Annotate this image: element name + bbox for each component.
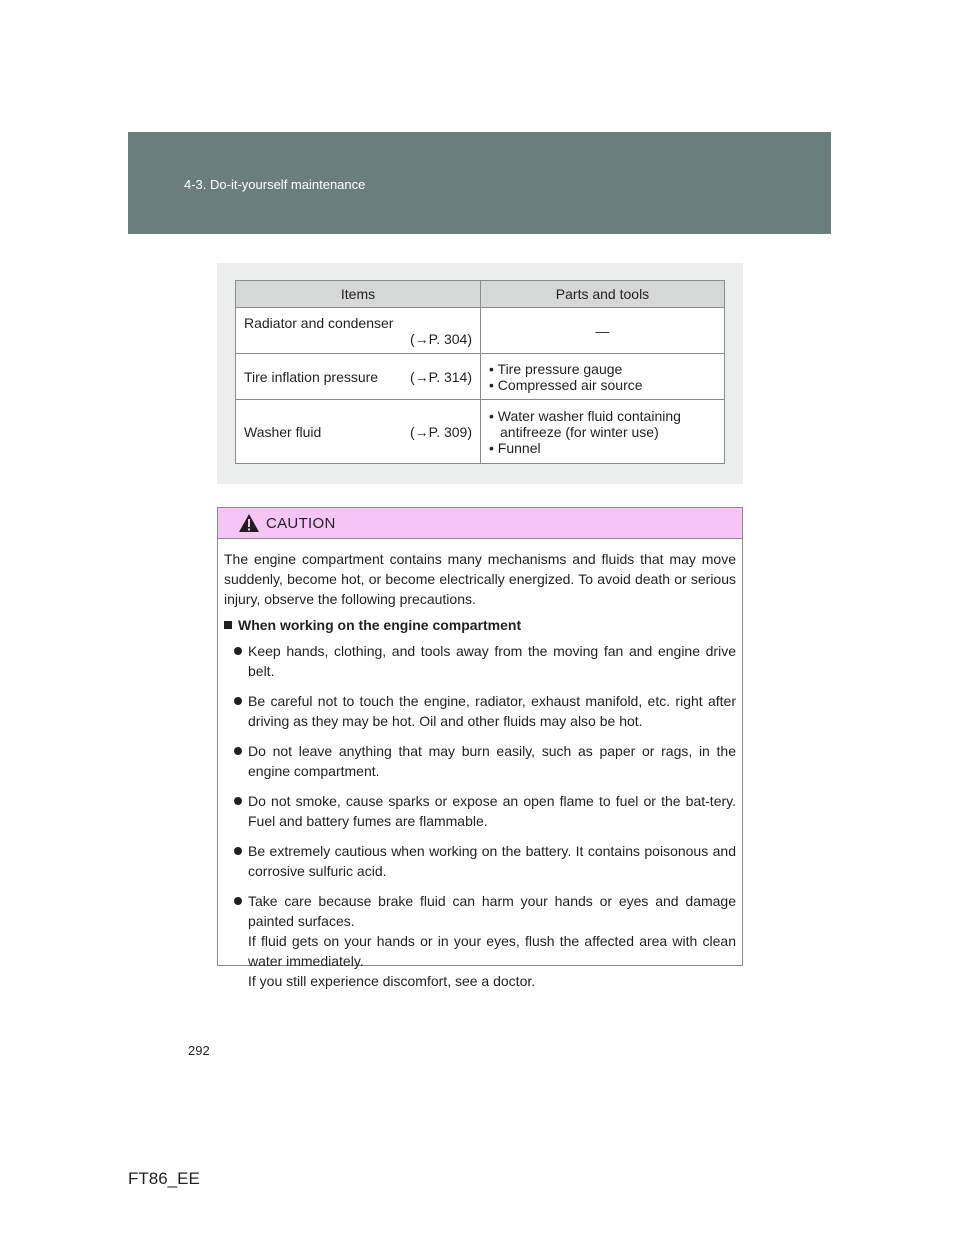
square-bullet-icon — [224, 621, 232, 629]
tools-line: • Compressed air source — [489, 376, 643, 393]
caution-body — [218, 539, 742, 991]
caution-intro: The engine compartment contains many mechanisms and fluids that may move suddenly, become hot, or become electrically energized. To avoid death or serious injury, observe the following precautions. — [224, 551, 736, 607]
subheading-text: When working on the engine compartment — [238, 617, 522, 633]
list-item — [224, 641, 736, 681]
tools-cell — [481, 400, 725, 464]
warning-triangle-icon — [238, 513, 260, 533]
parts-table-panel — [217, 263, 743, 484]
tools-line: • Tire pressure gauge — [489, 360, 623, 377]
document-code: FT86_EE — [128, 1169, 200, 1188]
bullet-dot-icon — [234, 897, 242, 905]
caution-header — [218, 508, 742, 539]
list-item — [224, 791, 736, 831]
bullet-dot-icon — [234, 697, 242, 705]
item-cell — [236, 308, 481, 354]
page-number: 292 — [188, 1043, 210, 1058]
tools-line: • Water washer fluid containing — [489, 407, 681, 424]
list-item — [224, 891, 736, 991]
page-reference: (→P. 304) — [410, 330, 472, 347]
caution-title: CAUTION — [266, 514, 336, 532]
bullet-text: Be careful not to touch the engine, radiator, exhaust manifold, etc. right after driving as they may be hot. Oil and other fluids may also be hot. — [248, 693, 736, 729]
bullet-dot-icon — [234, 797, 242, 805]
parts-table — [235, 280, 725, 464]
tools-cell — [481, 354, 725, 400]
tools-cell — [481, 308, 725, 354]
tools-line: — — [595, 322, 610, 339]
header-band — [128, 132, 831, 234]
list-item — [224, 841, 736, 881]
page-reference: (→P. 309) — [410, 423, 472, 440]
list-item — [224, 691, 736, 731]
caution-box — [217, 507, 743, 989]
bullet-text: If you still experience discomfort, see a doctor. — [248, 973, 536, 989]
bullet-dot-icon — [234, 747, 242, 755]
tools-line: antifreeze (for winter use) — [500, 423, 659, 440]
list-item — [224, 741, 736, 781]
bullet-text: Do not leave anything that may burn easily, such as paper or rags, in the engine compartment. — [248, 743, 736, 779]
item-cell — [236, 354, 481, 400]
table-row — [236, 400, 725, 464]
bullet-text: Do not smoke, cause sparks or expose an open flame to fuel or the bat-tery. Fuel and battery fumes are flammable. — [248, 793, 736, 829]
bullet-text: Take care because brake fluid can harm your hands or eyes and damage painted surfaces. — [248, 893, 736, 929]
item-name: Tire inflation pressure — [244, 368, 379, 385]
item-name: Radiator and condenser — [244, 314, 394, 331]
table-header-row — [236, 281, 725, 308]
section-title: 4-3. Do-it-yourself maintenance — [184, 177, 366, 192]
item-cell — [236, 400, 481, 464]
bullet-text: Keep hands, clothing, and tools away from the moving fan and engine drive belt. — [248, 643, 736, 679]
bullet-text: Be extremely cautious when working on the battery. It contains poisonous and corrosive sulfuric acid. — [248, 843, 736, 879]
table-row — [236, 354, 725, 400]
bullet-text: If fluid gets on your hands or in your eyes, flush the affected area with clean water immediately. — [248, 933, 736, 969]
bullet-dot-icon — [234, 647, 242, 655]
bullet-dot-icon — [234, 847, 242, 855]
page-reference: (→P. 314) — [410, 368, 472, 385]
item-name: Washer fluid — [244, 423, 322, 440]
caution-subheading — [224, 615, 736, 635]
table-row — [236, 308, 725, 354]
column-header-parts: Parts and tools — [481, 281, 725, 308]
column-header-items: Items — [236, 281, 481, 308]
tools-line: • Funnel — [489, 439, 541, 456]
